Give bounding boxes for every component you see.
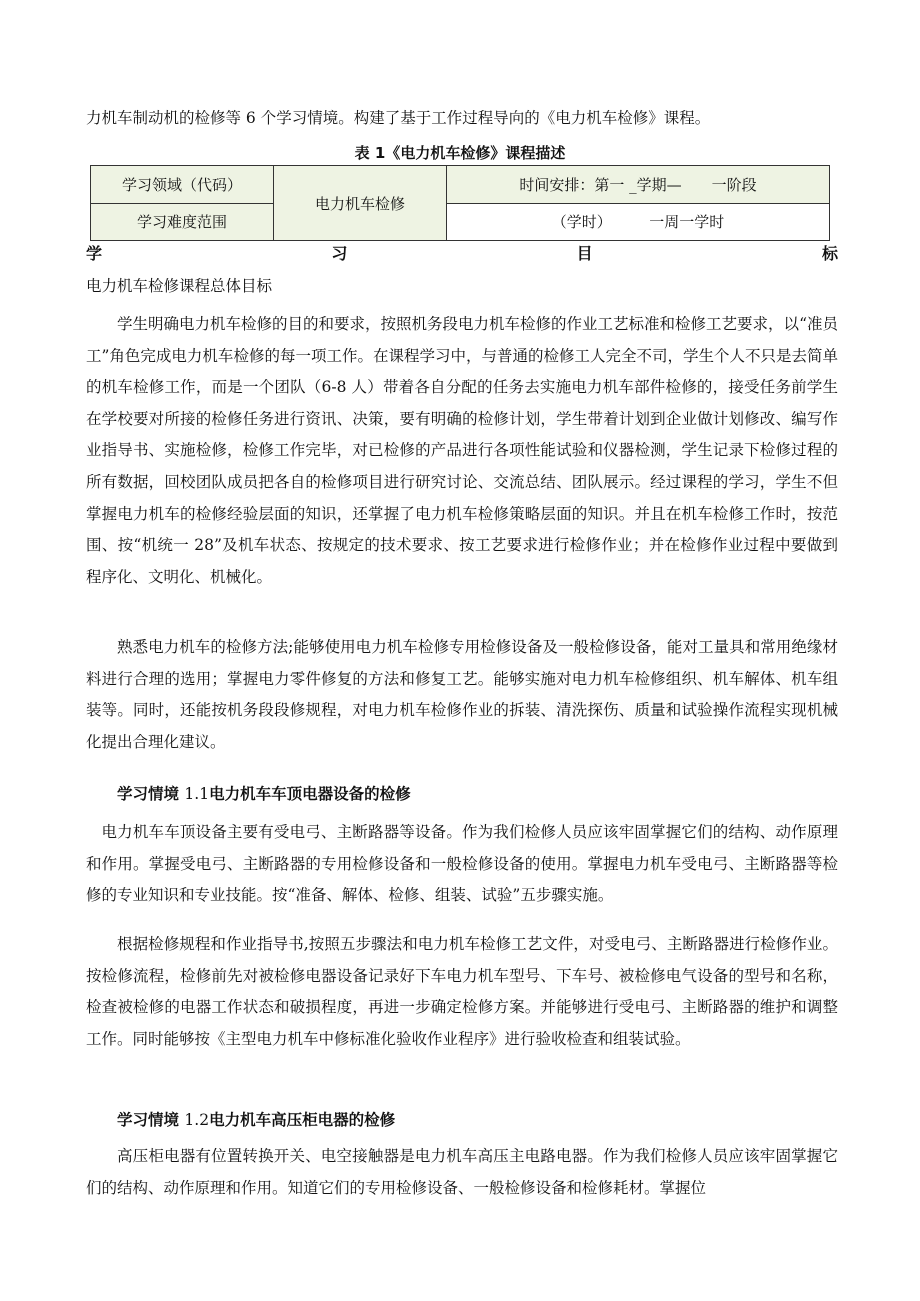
- objective-char: 习: [331, 244, 348, 263]
- section-number: 1.1: [184, 785, 210, 803]
- objective-char: 目: [576, 244, 593, 263]
- overall-goal-title: 电力机车检修课程总体目标: [86, 277, 273, 295]
- paragraph-high-voltage: 高压柜电器有位置转换开关、电空接触器是电力机车高压主电路电器。作为我们检修人员应该牢固掌握它们的结构、动作原理和作用。知道它们的专用检修设备、一般检修设备和检修耗材。掌握位: [86, 1147, 838, 1197]
- cell-difficulty-range: 学习难度范围: [91, 203, 274, 241]
- table-caption: 表 1《电力机车检修》课程描述: [354, 144, 566, 162]
- objective-char: 学: [86, 244, 103, 263]
- paragraph-roof-equipment: 电力机车车顶设备主要有受电弓、主断路器等设备。作为我们检修人员应该牢固掌握它们的结构、动作原理和作用。掌握受电弓、主断路器的专用检修设备和一般检修设备的使用。掌握电力机车受电弓、主断路器等检修的专业知识和专业技能。按“准备、解体、检修、组装、试验”五步骤实施。: [86, 823, 838, 905]
- paragraph-methods: 熟悉电力机车的检修方法;能够使用电力机车检修专用检修设备及一般检修设备，能对工量具和常用绝缘材料进行合理的选用；掌握电力零件修复的方法和修复工艺。能够实施对电力机车检修组织、机车解体、机车组装等。同时，还能按机务段段修规程，对电力机车检修作业的拆装、清洗探伤、质量和试验操作流程实现机械化提出合理化建议。: [86, 638, 838, 751]
- course-description-table: [90, 165, 830, 241]
- intro-line: 力机车制动机的检修等 6 个学习情境。构建了基于工作过程导向的《电力机车检修》课程。: [86, 109, 711, 127]
- section-heading-1-2: [86, 1105, 838, 1137]
- section-prefix: 学习情境: [117, 1111, 185, 1129]
- learning-objectives-heading: [86, 242, 838, 266]
- objective-char: 标: [821, 244, 838, 263]
- cell-field-code: 学习领域（代码）: [91, 166, 274, 204]
- section-title: 电力机车车顶电器设备的检修: [209, 785, 411, 803]
- section-title: 电力机车高压柜电器的检修: [209, 1111, 396, 1129]
- paragraph-roof-procedure: 根据检修规程和作业指导书,按照五步骤法和电力机车检修工艺文件，对受电弓、主断路器进行检修作业。按检修流程，检修前先对被检修电器设备记录好下车电力机车型号、下车号、被检修电气设备的型号和名称，检查被检修的电器工作状态和破损程度，再进一步确定检修方案。并能够进行受电弓、主断路器的维护和调整工作。同时能够按《主型电力机车中修标准化验收作业程序》进行验收检查和组装试验。: [86, 935, 838, 1048]
- paragraph-course-goal: 学生明确电力机车检修的目的和要求，按照机务段电力机车检修的作业工艺标准和检修工艺要求，以“准员工”角色完成电力机车检修的每一项工作。在课程学习中，与普通的检修工人完全不司，学生个人不只是去简单的机车检修工作，而是一个团队（6-8 人）带着各自分配的任务去实施电力机车部件检修的，接受任务前学生在学校要对所接的检修任务进行资讯、决策，要有明确的检修计划，学生带着计划到企业做计划修改、编写作业指导书、实施检修，检修工作完毕，对已检修的产品进行各项性能试验和仪器检测，学生记录下检修过程的所有数据，回校团队成员把各自的检修项目进行研究讨论、交流总结、团队展示。经过课程的学习，学生不但掌握电力机车的检修经验层面的知识，还掌握了电力机车检修策略层面的知识。并且在机车检修工作时，按范围、按“机统一 28”及机车状态、按规定的技术要求、按工艺要求进行检修作业；并在检修作业过程中要做到程序化、文明化、机械化。: [86, 315, 838, 586]
- cell-hours: （学时） 一周一学时: [447, 203, 830, 241]
- section-prefix: 学习情境: [117, 785, 185, 803]
- cell-schedule: 时间安排：第一 _学期— 一阶段: [447, 166, 830, 204]
- cell-course-name: 电力机车检修: [274, 166, 447, 241]
- section-number: 1.2: [184, 1111, 210, 1129]
- section-heading-1-1: [86, 779, 838, 811]
